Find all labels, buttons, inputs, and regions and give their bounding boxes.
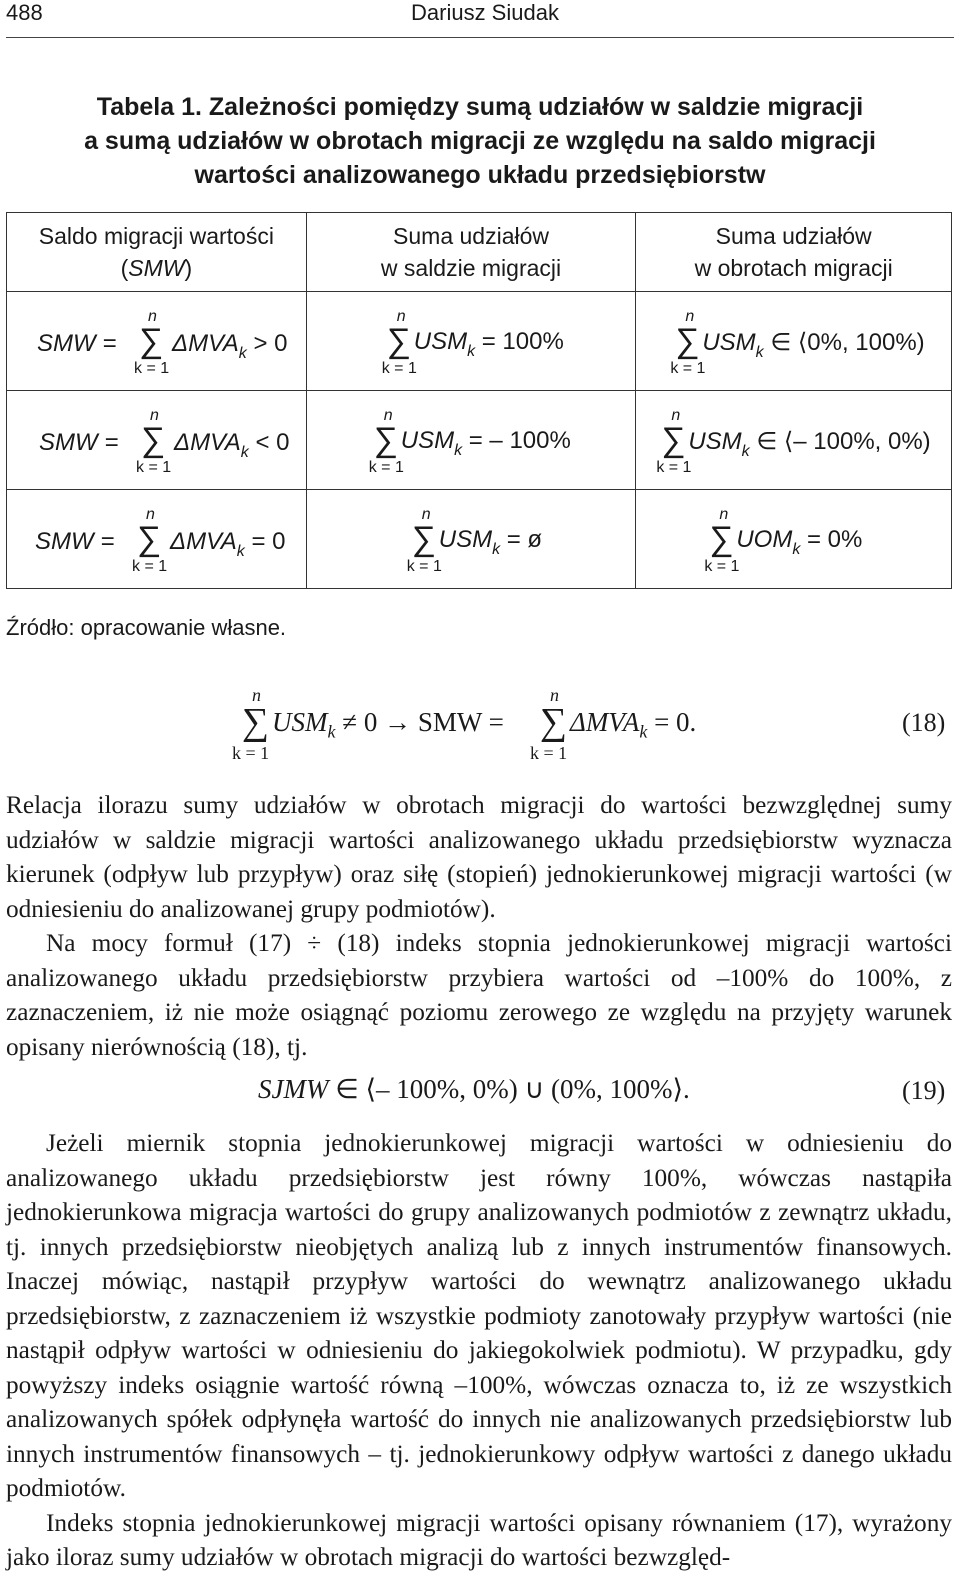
- caption-line: a sumą udziałów w obrotach migracji ze względu na saldo migracji: [84, 127, 876, 155]
- running-head-author: Dariusz Siudak: [411, 0, 559, 25]
- page-number: 488: [6, 0, 43, 25]
- header-rule: [6, 37, 954, 38]
- body-text-2: [6, 1126, 952, 1575]
- cell-smw: [7, 292, 307, 391]
- equation-number-18: (18): [902, 708, 946, 737]
- formula: n ∑ k = 1 $USM_k$ = ø: [406, 506, 543, 575]
- cell-obroty: [636, 391, 952, 490]
- formula: n ∑ k = 1 $UOM_k = 0\%$: [704, 506, 863, 575]
- formula: SMW = n ∑ k = 1 $\Delta MVA_k = 0$: [35, 506, 286, 575]
- cell-obroty: [636, 292, 952, 391]
- equation-18: n ∑ k = 1 $USM_k \ne 0$ → SMW = n ∑ k = 1 $\Delta MVA_k = 0$.: [232, 685, 697, 763]
- cell-saldo: [306, 490, 636, 589]
- formula: n ∑ k = 1 $USM_k$ ∈ ⟨0%, 100%): [670, 308, 925, 377]
- body-text-1: [6, 788, 952, 1064]
- caption-line: wartości analizowanego układu przedsiębiorstw: [194, 161, 766, 189]
- table-row: [7, 391, 952, 490]
- cell-saldo: [306, 292, 636, 391]
- table-source: Źródło: opracowanie własne.: [6, 615, 287, 640]
- caption-line: Tabela 1. Zależności pomiędzy sumą udziałów w saldzie migracji: [96, 93, 864, 121]
- formula: SMW = n ∑ k = 1 $\Delta MVA_k < 0$: [39, 407, 290, 476]
- paragraph: Relacja ilorazu sumy udziałów w obrotach migracji do wartości bezwzględnej sumy udziałów w saldzie migracji wartości analizowanego układu przedsiębiorstw wyznacza kierunek (odpływ lub przypływ) oraz siłę (stopień) jednokierunkowej migracji wartości (w odniesieniu do analizowanej grupy podmiotów).: [6, 791, 952, 923]
- table-caption: [20, 90, 940, 192]
- formula: n ∑ k = 1 $USM_k$ ∈ ⟨– 100%, 0%): [656, 407, 931, 476]
- formula: n ∑ k = 1 $USM_k = 100\%$: [381, 308, 564, 377]
- migration-table: [6, 212, 952, 589]
- formula: SMW = n ∑ k = 1 $\Delta MVA_k > 0$: [37, 308, 288, 377]
- column-header-saldo: Suma udziałów w saldzie migracji: [306, 213, 636, 292]
- paragraph: Na mocy formuł (17) ÷ (18) indeks stopnia jednokierunkowej migracji wartości analizowanego układu przedsiębiorstw przybiera wartości od –100% do 100%, z zaznaczeniem, iż nie może osiągnąć poziomu zerowego ze względu na przyjęty warunek opisany nierównością (18), tj.: [6, 929, 952, 1061]
- running-header: [6, 0, 954, 30]
- table-header-row: [7, 213, 952, 292]
- smw-abbrev: SMW: [128, 255, 185, 281]
- equation-number-19: (19): [902, 1076, 946, 1105]
- paragraph: Jeżeli miernik stopnia jednokierunkowej migracji wartości w odniesieniu do analizowanego układu przedsiębiorstw jest równy 100%, wówczas nastąpiła jednokierunkowa migracja wartości do grupy analizowanych podmiotów z zewnątrz układu, tj. innych przedsiębiorstw nieobjętych analizą lub z innych instrumentów finansowych. Inaczej mówiąc, nastąpił przypływ wartości do wewnątrz analizowanego układu przedsiębiorstw, z zaznaczeniem iż wszystkie podmioty zanotowały przypływ wartości (nie nastąpił odpływ wartości w odniesieniu do jakiegokolwiek podmiotu). W przypadku, gdy powyższy indeks osiągnie wartość równą –100%, wówczas oznacza to, iż ze wszystkich analizowanych spółek odpłynęła wartość do innych nie analizowanych przedsiębiorstw lub innych instrumentów finansowych – tj. jednokierunkowy odpływ wartości z danego układu podmiotów.: [6, 1129, 952, 1502]
- equation-19: SJMW ∈ ⟨– 100%, 0%) ∪ (0%, 100%⟩.: [258, 1074, 690, 1104]
- cell-smw: [7, 490, 307, 589]
- cell-obroty: [636, 490, 952, 589]
- paragraph: Indeks stopnia jednokierunkowej migracji wartości opisany równaniem (17), wyrażony jako iloraz sumy udziałów w obrotach migracji do wartości bezwzględ-: [6, 1508, 952, 1571]
- formula: n ∑ k = 1 $USM_k$ = – 100%: [368, 407, 571, 476]
- column-header-obroty: Suma udziałów w obrotach migracji: [636, 213, 952, 292]
- cell-smw: [7, 391, 307, 490]
- table-row: [7, 490, 952, 589]
- table-row: [7, 292, 952, 391]
- column-header-smw: Saldo migracji wartości (SMW): [7, 213, 307, 292]
- cell-saldo: [306, 391, 636, 490]
